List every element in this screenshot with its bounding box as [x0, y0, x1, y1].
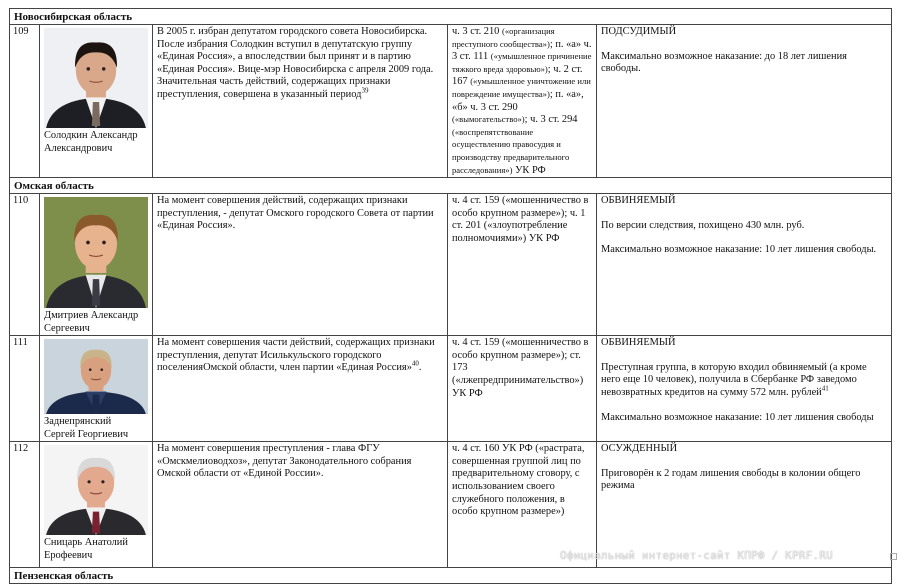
status-label: ОСУЖДЕННЫЙ: [601, 443, 678, 455]
region-row: [10, 9, 892, 25]
corner-mark: [890, 553, 897, 560]
articles-cell: ч. 4 ст. 160 УК РФ («растрата, совершенная группой лиц по предварительному сговору, с использованием своего служебного положения, в особо крупном размере»): [448, 442, 597, 568]
footnote-ref: 41: [821, 384, 829, 393]
status-label: ОБВИНЯЕМЫЙ: [601, 337, 676, 349]
footnote-ref: 40: [411, 359, 419, 368]
region-title: Пензенская область: [10, 568, 892, 584]
status-note: Преступная группа, в которую входил обвиняемый (а кроме него еще 10 человек), получила в Сбербанке РФ заведомо невозвратных кредитов на сумму 572 млн. рублей$^{41}$: [601, 361, 867, 398]
description-cell: На момент совершения преступления - глава ФГУ «Омскмелиоводхоз», депутат Законодательного собрания Омской области от «Единой России».: [153, 442, 448, 568]
person-name: Сницарь Анатолий Ерофеевич: [44, 537, 128, 562]
deputies-table: [9, 8, 892, 584]
punishment-text: Приговорён к 2 годам лишения свободы в колонии общего режима: [601, 467, 861, 492]
status-cell: [597, 25, 892, 178]
status-label: ОБВИНЯЕМЫЙ: [601, 195, 676, 207]
person-name: Солодкин Александр Александрович: [44, 130, 138, 154]
site-watermark: Официальный интернет-сайт КПРФ / KPRF.RU: [560, 549, 833, 562]
footnote-ref: 39: [361, 86, 369, 95]
portrait-photo: [44, 28, 148, 128]
photo-cell: [40, 442, 153, 568]
table-row: [10, 25, 892, 178]
photo-cell: [40, 336, 153, 442]
description-cell: В 2005 г. избран депутатом городского совета Новосибирска. После избрания Солодкин вступил в депутатскую группу «Единая Россия», а впоследствии был принят и в партию «Единая Россия». Вице-мэр Новосибирска с апреля 2009 года. Значительная часть действий, содержащих признаки преступления, совершена в указанный период$^{39}$: [153, 25, 448, 178]
person-name: Заднепрянский Сергей Георгиевич: [44, 416, 129, 441]
punishment-text: Максимально возможное наказание: 10 лет лишения свободы.: [601, 244, 877, 256]
row-number: 111: [10, 336, 40, 442]
photo-cell: [40, 25, 153, 178]
articles-cell: ч. 4 ст. 159 («мошенничество в особо крупном размере»); ст. 173 («лжепредпринимательство») УК РФ: [448, 336, 597, 442]
status-note: По версии следствия, похищено 430 млн. руб.: [601, 219, 805, 231]
region-row: [10, 568, 892, 584]
region-row: [10, 178, 892, 194]
status-cell: [597, 336, 892, 442]
punishment-text: Максимально возможное наказание: до 18 лет лишения свободы.: [601, 50, 847, 75]
description-cell: На момент совершения части действий, содержащих признаки преступления, депутат Исилькульского городского поселенияОмской области, член партии «Единая Россия»$^{40}$.: [153, 336, 448, 442]
table-row: [10, 336, 892, 442]
row-number: 109: [10, 25, 40, 178]
portrait-photo: [44, 445, 148, 535]
articles-cell: ч. 4 ст. 159 («мошенничество в особо крупном размере»); ч. 1 ст. 201 («злоупотребление полномочиями») УК РФ: [448, 194, 597, 336]
region-title: Омская область: [10, 178, 892, 194]
status-label: ПОДСУДИМЫЙ: [601, 26, 677, 37]
articles-cell: ч. 3 ст. 210 («организация преступного сообщества»); п. «а» ч. 3 ст. 111 («умышленное причинение тяжкого вреда здоровью»); ч. 2 ст. 167 («умышленное уничтожение или повреждение имущества»); п. «а», «б» ч. 3 ст. 290 («вымогательство»); ч. 3 ст. 294 («воспрепятствование осуществлению правосудия и производству предварительного расследования») УК РФ: [448, 25, 597, 178]
person-name: Дмитриев Александр Сергеевич: [44, 310, 139, 335]
row-number: 112: [10, 442, 40, 568]
photo-cell: [40, 194, 153, 336]
portrait-photo: [44, 197, 148, 308]
description-cell: На момент совершения действий, содержащих признаки преступления, - депутат Омского городского Совета от партии «Единая Россия».: [153, 194, 448, 336]
punishment-text: Максимально возможное наказание: 10 лет лишения свободы: [601, 411, 874, 423]
status-cell: [597, 194, 892, 336]
table-row: [10, 194, 892, 336]
region-title: Новосибирская область: [10, 9, 892, 25]
row-number: 110: [10, 194, 40, 336]
portrait-photo: [44, 339, 148, 414]
